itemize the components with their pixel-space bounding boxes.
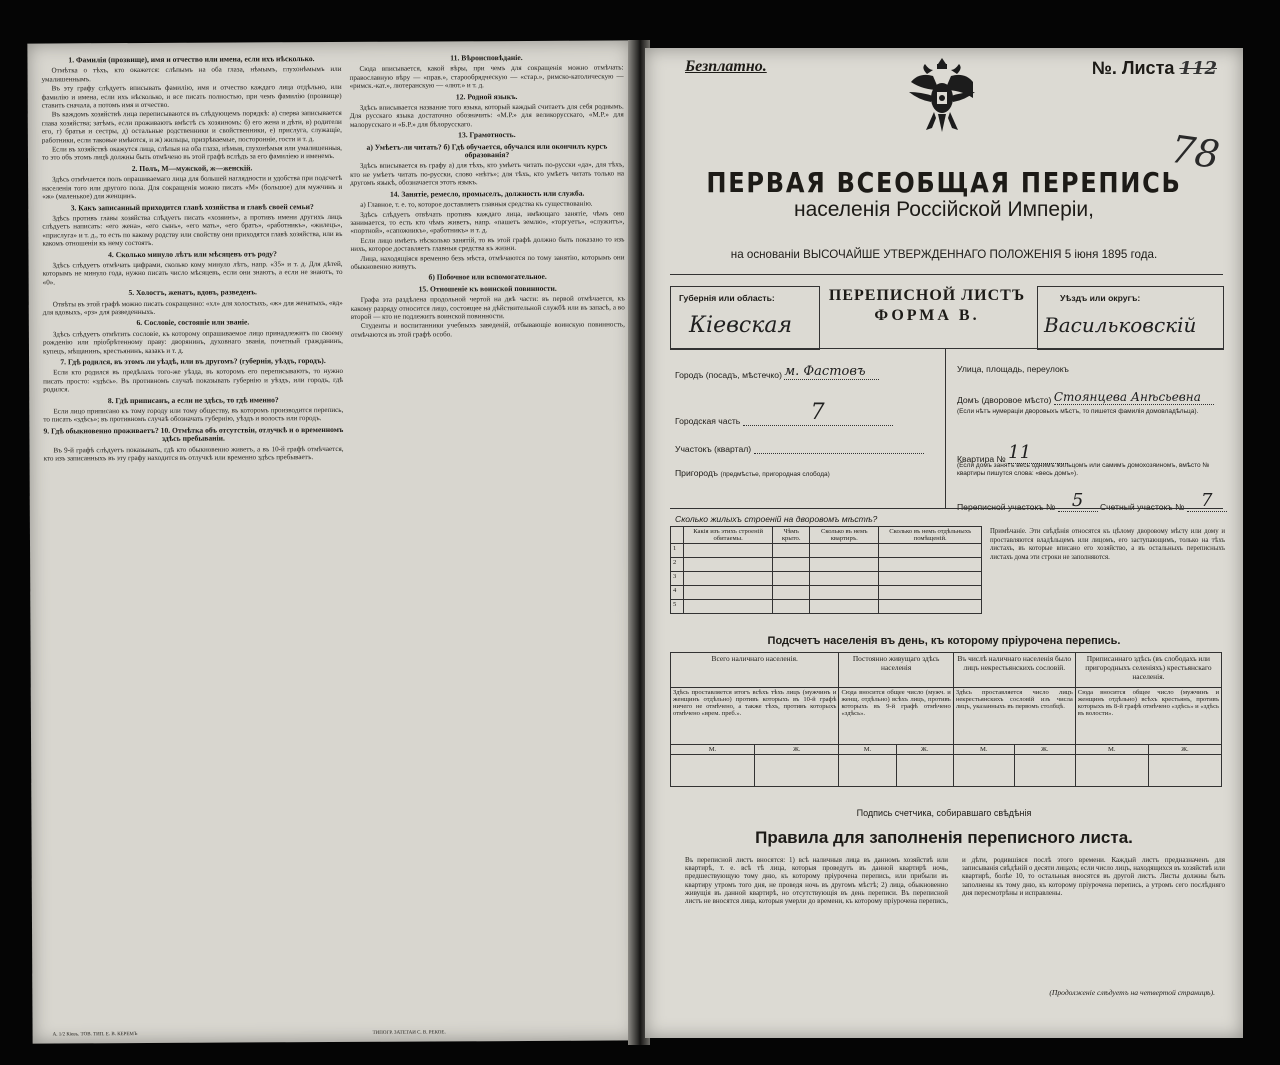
row-number: 3 (671, 572, 684, 586)
empty-cell (879, 572, 982, 586)
form-mid-rule (670, 348, 1223, 349)
instruction-paragraph: Отмѣтка о тѣхъ, кто окажется: слѣпымъ на оба глаза, нѣмымъ, глухонѣмымъ или умалишеннымъ. (41, 65, 342, 84)
instruction-paragraph: Въ каждомъ хозяйствѣ лица переписываются въ слѣдующемъ порядкѣ: а) сперва записывается глава хозяйства; затѣмъ, если проживаютъ вмѣстѣ съ хозяиномъ: б) его жена и дѣти, в) родители его, г) братья и сестры, д) остальные родственники и свойственники, е) прислуга, служащіе, работники, если таковые имѣются, и ж) жильцы, призрѣваемые, посторонніе, гости и т. д. (41, 109, 342, 145)
instruction-paragraph: Въ 9-й графѣ слѣдуетъ показывать, гдѣ кто обыкновенно живетъ, а въ 10-й графѣ отмѣчается, кто изъ записанныхъ въ эту графу находится въ отлучкѣ или временно здѣсь пребываетъ. (43, 444, 344, 463)
row-number: 5 (671, 600, 684, 614)
city-part-row (675, 400, 893, 426)
street-label: Улица, площадь, переулокъ (957, 364, 1069, 374)
buildings-column-header: Чѣмъ крыто. (773, 527, 810, 544)
empty-cell (773, 558, 810, 572)
imperial-eagle-emblem (907, 56, 977, 136)
buildings-note: Примѣчаніе. Эти свѣдѣнія относятся къ цѣлому дворовому мѣсту или дому и проставляются владѣльцемъ или лицомъ, его заступающимъ, только на тѣхъ листахъ, въ которые вписано его хозяйство, а въ остальныхъ переписныхъ листахъ дома эти строки не заполняются. (990, 528, 1225, 561)
main-title: ПЕРВАЯ ВСЕОБЩАЯ ПЕРЕПИСЬ (706, 166, 1182, 199)
instruction-heading: 13. Грамотность. (458, 130, 516, 140)
subtitle: населенія Россійской Имперіи, (794, 198, 1094, 221)
buildings-column-header: Сколько въ немъ квартиръ. (810, 527, 879, 544)
table-row (671, 558, 982, 572)
instruction-paragraph: а) Главное, т. е. то, которое доставляетъ главныя средства къ существованію. (360, 199, 593, 209)
form-title (817, 286, 1037, 326)
row-number: 1 (671, 544, 684, 558)
population-value-cell (755, 755, 839, 787)
instruction-heading: 4. Сколько минуло лѣтъ или мѣсяцевъ отъ роду? (108, 248, 277, 259)
province-value: Кіевская (689, 313, 793, 338)
empty-cell (810, 572, 879, 586)
instruction-paragraph: Здѣсь вписывается название того языка, который каждый считаетъ для себя роднымъ. Для русскаго языка достаточно обозначить: «М.Р.» для великорусскаго, «М.Р.» для малорусскаго и «Б.Р.» для бѣлорусскаго. (349, 102, 624, 129)
female-column-label: Ж. (1148, 745, 1221, 755)
population-column-header: Всего наличнаго населенія. (671, 653, 839, 688)
row-number: 2 (671, 558, 684, 572)
empty-cell (879, 586, 982, 600)
table-row (671, 544, 982, 558)
population-value-cell (839, 755, 896, 787)
population-column-description: Здѣсь проставляется число лицъ некрестьянскихъ сословій изъ числа лицъ, указанныхъ въ первомъ столбцѣ. (953, 688, 1075, 745)
population-table (670, 652, 1222, 787)
free-label: Безплатно. (685, 58, 767, 75)
female-column-label: Ж. (755, 745, 839, 755)
sheet-number (1092, 58, 1217, 79)
sheet-number-label: №. Листа (1091, 58, 1175, 78)
empty-cell (684, 586, 773, 600)
town-label: Городъ (посадъ, мѣстечко) (675, 370, 782, 380)
empty-cell (773, 586, 810, 600)
table-row (671, 586, 982, 600)
population-column-header: Въ числѣ наличнаго населенія было лицъ некрестьянскихъ сословій. (953, 653, 1075, 688)
city-part-value: 7 (743, 400, 893, 426)
form-top-rule (670, 274, 1223, 275)
empty-cell (773, 544, 810, 558)
suburb-note: (предмѣстье, пригородная слобода) (720, 471, 830, 478)
population-head-row (671, 653, 1222, 688)
instruction-paragraph: Сюда вписывается, какой вѣры, при чемъ для сокращенія можно отмѣчать: православную вѣру — «прав.», старообрядческую — «стар.», римско-католическую — «римск.-кат.», лютеранскую — «лют.» и т. д. (349, 63, 624, 91)
district-box (1037, 286, 1224, 350)
empty-cell (684, 572, 773, 586)
population-count-title: Подсчетъ населенія въ день, къ которому пріурочена перепись. (767, 635, 1121, 647)
empty-cell (684, 600, 773, 614)
instruction-heading: 12. Родной языкъ. (455, 91, 518, 101)
apartment-label: Квартира № (957, 454, 1006, 464)
population-description-row (671, 688, 1222, 745)
instruction-heading: б) Побочное или вспомогательное. (428, 272, 547, 282)
instruction-paragraph: Если лицо имѣетъ нѣсколько занятій, то въ этой графѣ должно быть показано то изъ нихъ, которое доставляетъ главныя средства къ жизни. (350, 235, 625, 254)
house-label: Домъ (дворовое мѣсто) (957, 395, 1052, 405)
town-row (675, 364, 879, 380)
empty-cell (810, 586, 879, 600)
form-title-line1: ПЕРЕПИСНОЙ ЛИСТЪ (828, 287, 1026, 304)
apartment-note: (Если домъ занятъ весь однимъ жильцомъ или самимъ домохозяиномъ, вмѣсто № квартиры пишутся слова: «весь домъ»). (957, 462, 1210, 477)
population-value-cell (1014, 755, 1075, 787)
instruction-heading: 8. Гдѣ приписанъ, а если не здѣсь, то гдѣ именно? (107, 394, 279, 405)
population-values-row (671, 755, 1222, 787)
instruction-paragraph: Отвѣты въ этой графѣ можно писать сокращенно: «хл» для холостыхъ, «ж» для женатыхъ, «вд» для вдовыхъ, «рз» для разведенныхъ. (42, 298, 343, 317)
rules-body: Въ переписной листъ вносятся: 1) всѣ наличныя лица въ данномъ хозяйствѣ или квартирѣ, т. е. всѣ тѣ лица, которыя проведутъ въ данной квартирѣ ночь, предшествующую тому дню, къ которому пріурочена перепись, или прибыли въ квартиру утромъ того дня, не проведя ночь въ другомъ мѣстѣ; 2) лица, обыкновенно живущія въ данной квартирѣ, но отсутствующія въ день переписи. Въ переписной листъ не вносятся лица, которыя умерли до времени, къ которому пріурочена перепись, и дѣти, родившіяся послѣ этого времени. Каждый листъ предназначенъ для записыванія свѣдѣній о десяти лицахъ; если число лицъ, находящихся въ хозяйствѣ или квартирѣ, болѣе 10, то остальныя вносятся въ другой листъ. Листы должны быть заполнены къ тому дню, къ которому пріурочена перепись, а утромъ сего послѣдняго дня пересмотрѣны и исправлены. (685, 856, 1225, 906)
empty-cell (879, 558, 982, 572)
rules-continued-note: (Продолженіе слѣдуетъ на четвертой страницѣ). (1049, 988, 1215, 997)
instruction-paragraph: Въ эту графу слѣдуетъ вписывать фамилію, имя и отчество каждаго лица отдѣльно, или фамилію и имена, если ихъ нѣсколько, и все писать полностью, при чемъ фамилію (прозвище) ставить сначала, а потомъ имя и отчество. (41, 83, 342, 110)
census-section-value: 5 (1058, 490, 1098, 512)
house-note: (Если нѣтъ нумераціи дворовыхъ мѣстъ, то пишется фамилія домовладѣльца). (957, 408, 1199, 415)
instruction-paragraph: Если лицо приписано къ тому городу или тому обществу, въ которомъ производится перепись, то писать «здѣсь»; въ противномъ случаѣ обозначать губернію, уѣздъ и волость или городъ. (43, 405, 344, 424)
population-column-description: Сюда вносится общее число (мужч. и женщ. отдѣльно) всѣхъ лицъ, противъ которыхъ въ 9-й графѣ отмѣчено «здѣсь». (839, 688, 953, 745)
instruction-paragraph: Графа эта раздѣлена продольной чертой на двѣ части: въ первой отмѣчается, къ какому разряду относится лицо, состоящее на дѣйствительной службѣ или въ запасѣ, а во второй — кто не подлежитъ воинской повинности. (350, 294, 625, 321)
empty-cell (810, 558, 879, 572)
legal-basis: на основаніи ВЫСОЧАЙШЕ УТВЕРЖДЕННАГО ПОЛОЖЕНІЯ 5 іюня 1895 года. (730, 248, 1158, 261)
count-section-value: 7 (1187, 490, 1227, 512)
female-column-label: Ж. (1014, 745, 1075, 755)
instruction-heading: 3. Какъ записанный приходится главѣ хозяйства и главѣ своей семьи? (70, 201, 314, 212)
rules-title: Правила для заполненія переписного листа. (755, 828, 1133, 847)
instruction-heading: 15. Отношеніе къ воинской повинности. (418, 283, 557, 294)
precinct-row (675, 444, 924, 454)
row-number-header (671, 527, 684, 544)
buildings-table (670, 526, 982, 614)
buildings-column-header: Какія изъ этихъ строеній обитаемы. (684, 527, 773, 544)
male-column-label: М. (839, 745, 896, 755)
population-column-header: Приписаннаго здѣсь (въ слободахъ или пригородныхъ селеніяхъ) крестьянскаго населенія. (1075, 653, 1221, 688)
house-value: Стоянцева Анѣсьевна (1054, 390, 1214, 405)
enumerator-signature-label: Подпись счетчика, собиравшаго свѣдѣнія (856, 808, 1032, 818)
right-printer-footer: ТИПОГР. ЗАТЕТАИ С. В. РЕКОЕ. (372, 1030, 446, 1036)
male-column-label: М. (953, 745, 1014, 755)
empty-cell (810, 600, 879, 614)
district-value: Васильковскій (1044, 313, 1197, 337)
left-page (27, 40, 636, 1043)
instruction-paragraph: Здѣсь отмѣчается полъ опрашиваемаго лица для большей наглядности и удобства при подсчетѣ населенія того или другого пола. Для сокращенія можно писать «М» (большое) для мужчинъ и «ж» (маленькое) для женщинъ. (42, 174, 343, 201)
instruction-paragraph: Студенты и воспитанники учебныхъ заведеній, отбывающіе воинскую повинность, отмѣчаются въ этой графѣ особо. (350, 320, 625, 339)
suburb-label: Пригородъ (675, 468, 719, 478)
empty-cell (773, 572, 810, 586)
female-column-label: Ж. (896, 745, 953, 755)
instruction-heading: 5. Холостъ, женатъ, вдовъ, разведенъ. (128, 287, 257, 298)
empty-cell (810, 544, 879, 558)
town-value: м. Фастовъ (784, 364, 879, 380)
empty-cell (773, 600, 810, 614)
population-value-cell (896, 755, 953, 787)
house-row (957, 390, 1214, 405)
instruction-paragraph: Здѣсь слѣдуетъ отмѣтить сословіе, къ которому опрашиваемое лицо принадлежитъ по своему рожденію или пріобрѣтенному праву: дворянинъ, духовнаго званія, почетный гражданинъ, купецъ, мѣщанинъ, крестьянинъ, казакъ и т. д. (42, 328, 343, 356)
empty-cell (879, 600, 982, 614)
buildings-column-header: Сколько въ немъ отдѣльныхъ помѣщеній. (879, 527, 982, 544)
form-divider (945, 348, 946, 508)
province-label: Губернія или область: (679, 293, 775, 303)
empty-cell (684, 544, 773, 558)
left-instructions-column (41, 52, 343, 464)
suburb-row (675, 468, 830, 478)
apartment-row (957, 442, 1068, 464)
population-sex-row (671, 745, 1222, 755)
buildings-question: Сколько жилыхъ строеній на дворовомъ мѣстѣ? (675, 514, 878, 524)
form-address-bottom-rule (670, 508, 1223, 509)
instruction-heading: 6. Сословіе, состояніе или званіе. (136, 317, 250, 328)
buildings-head-row (671, 527, 982, 544)
population-value-cell (671, 755, 755, 787)
right-instructions-column (349, 50, 625, 340)
precinct-line (754, 453, 924, 454)
empty-cell (879, 544, 982, 558)
district-label: Уѣздъ или округъ: (1060, 293, 1141, 303)
population-column-description: Здѣсь проставляется итогъ всѣхъ тѣхъ лицъ (мужчинъ и женщинъ отдѣльно) противъ которыхъ въ 10-й графѣ ничего не отмѣчено, а также тѣхъ, противъ которыхъ отмѣчено «врем. преб.». (671, 688, 839, 745)
empty-cell (684, 558, 773, 572)
sheet-number-value: 112 (1179, 58, 1217, 79)
population-column-header: Постоянно живущаго здѣсь населенія (839, 653, 953, 688)
city-part-label: Городская часть (675, 416, 741, 426)
instruction-paragraph: Лица, находящіяся временно безъ мѣста, отмѣчаются по тому занятію, которымъ они обыкновенно живутъ. (350, 252, 625, 271)
instruction-heading: 2. Полъ, М—мужской, ж—женскій. (131, 163, 253, 173)
population-column-description: Сюда вносится общее число (мужчинъ и женщинъ отдѣльно) всѣхъ крестьянъ, противъ которыхъ въ 8-й графѣ отмѣчено «здѣсь» и «здѣсь въ волости». (1075, 688, 1221, 745)
archive-pencil-number: 78 (1167, 126, 1222, 178)
table-row (671, 572, 982, 586)
count-section-label: Счетный участокъ № (1099, 502, 1185, 512)
population-value-cell (1075, 755, 1148, 787)
instruction-paragraph: Здѣсь слѣдуетъ отмѣчать цифрами, сколько кому минуло лѣтъ, напр. «35» и т. д. Для дѣтей, которымъ не минуло года, нужно писать число мѣсяцевъ, если они знаютъ, а если не знаютъ, то «0». (42, 259, 343, 287)
census-section-label: Переписной участокъ № (957, 502, 1056, 512)
instruction-paragraph: Здѣсь слѣдуетъ отвѣчать противъ каждаго лица, имѣющаго занятіе, чѣмъ оно занимается, то есть кто чѣмъ живетъ, напр. «пашетъ землю», «торгуетъ», «служитъ», «портной», «сапожникъ», «работникъ» и т. д. (350, 208, 625, 236)
instruction-paragraph: Здѣсь противъ главы хозяйства слѣдуетъ писать «хозяинъ», а противъ имени другихъ лицъ слѣдуетъ написать: «его жена», «его сынъ», «его мать», «его братъ», «работникъ», «жилецъ», «прислуга» и т. д., то есть по какому родству или свойству они приходятся главѣ хозяйства, или въ какомъ отношеніи къ нему состоятъ. (42, 212, 343, 248)
left-printer-footer: А. 1/2 Кіевъ. ТОВ. ТИП. Е. В. КЕРЕМЪ (52, 1032, 138, 1038)
male-column-label: М. (1075, 745, 1148, 755)
instruction-heading: 7. Гдѣ родился, въ этомъ ли уѣздѣ, или въ другомъ? (губернія, уѣздъ, городъ). (60, 356, 326, 367)
census-form-page (645, 48, 1243, 1038)
instruction-heading: 1. Фамилія (прозвище), имя и отчество или имена, если ихъ нѣсколько. (68, 54, 315, 65)
instruction-heading: а) Умѣетъ-ли читать? б) Гдѣ обучается, обучался или окончилъ курсъ образованія? (366, 141, 608, 160)
population-value-cell (1148, 755, 1221, 787)
instruction-heading: 11. Вѣроисповѣданіе. (450, 52, 523, 63)
buildings-body (671, 544, 982, 614)
instruction-paragraph: Если кто родился въ предѣлахъ того-же уѣзда, въ которомъ его переписываютъ, то нужно писать просто: «здѣсь». Въ противномъ случаѣ показывать губернію и уѣздъ, или городъ, гдѣ родился. (43, 367, 344, 394)
population-value-cell (953, 755, 1014, 787)
precinct-label: Участокъ (квартал) (675, 444, 752, 454)
instruction-paragraph: Если въ хозяйствѣ окажутся лица, слѣпыя на оба глаза, нѣмыя, глухонѣмыя или умалишенныя, то это объ этомъ лицѣ должны быть отмѣчено въ этой графѣ вслѣдъ за его фамиліею и именемъ. (41, 144, 342, 162)
table-row (671, 600, 982, 614)
form-title-line2: ФОРМА В. (874, 307, 980, 324)
province-box (670, 286, 820, 350)
apartment-value: 11 (1008, 442, 1068, 464)
instruction-heading: 9. Гдѣ обыкновенно проживаетъ? 10. Отмѣтка объ отсутствіи, отлучкѣ и о временномъ здѣсь пребываніи. (43, 424, 344, 444)
row-number: 4 (671, 586, 684, 600)
instruction-paragraph: Здѣсь вписывается въ графу а) для тѣхъ, кто умѣетъ читать по-русски «да», для тѣхъ, кто не умѣетъ читать по-русски, слово «нѣтъ»; для тѣхъ, кто умѣетъ читать только на другомъ языкѣ, обозначается этотъ языкъ. (350, 160, 625, 188)
male-column-label: М. (671, 745, 755, 755)
instruction-heading: 14. Занятіе, ремесло, промыселъ, должность или служба. (389, 188, 585, 199)
